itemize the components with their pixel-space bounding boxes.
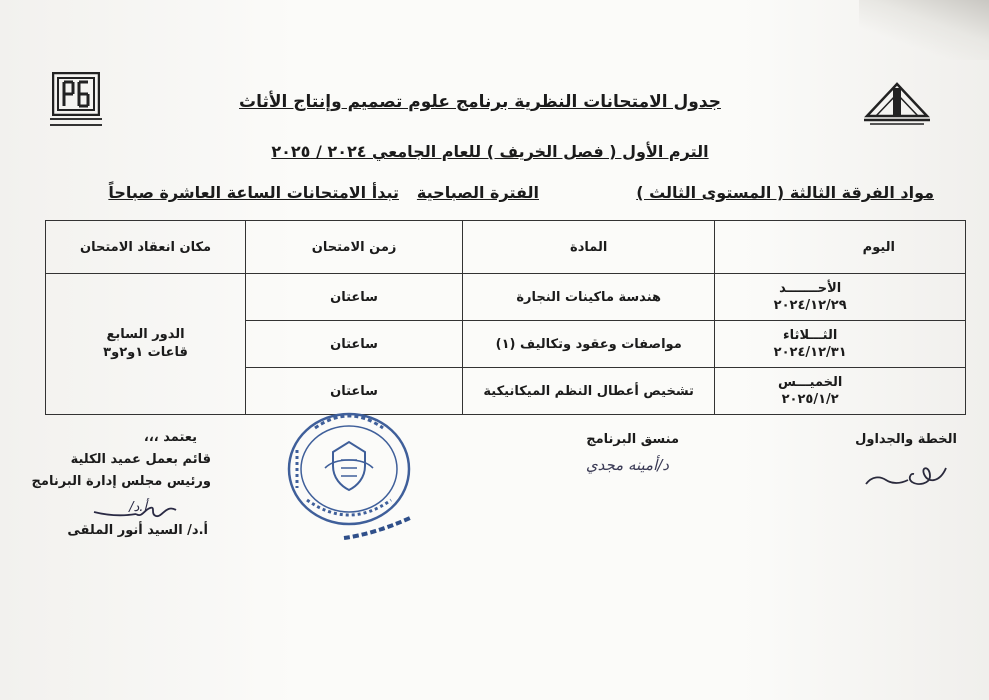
coordinator-signature-label: منسق البرنامج xyxy=(586,432,679,447)
exam-schedule-table xyxy=(45,220,966,415)
term-subtitle: الترم الأول ( فصل الخريف ) للعام الجامعي ٢٠٢٤ / ٢٠٢٥ xyxy=(271,142,709,161)
table-row xyxy=(46,274,966,321)
day-cell xyxy=(715,321,966,368)
start-time-label: تبدأ الامتحانات الساعة العاشرة صباحاً xyxy=(108,183,399,202)
page-title: جدول الامتحانات النظرية برنامج علوم تصميم وإنتاج الأثاث xyxy=(239,92,721,112)
subject-cell: هندسة ماكينات النجارة xyxy=(463,274,715,321)
place-cell xyxy=(46,274,246,415)
day-name: الثـــلاثاء xyxy=(783,328,838,343)
day-name: الأحـــــــد xyxy=(779,281,842,296)
subject-cell: مواصفات وعقود وتكاليف (١) xyxy=(463,321,715,368)
place-floor: الدور السابع xyxy=(106,327,185,342)
header-duration: زمن الامتحان xyxy=(246,221,463,274)
place-halls: قاعات ١و٢و٣ xyxy=(103,345,188,360)
approval-label: يعتمد ،،، xyxy=(143,430,197,445)
university-logo-icon xyxy=(862,76,932,126)
period-label: الفترة الصباحية xyxy=(416,183,539,202)
board-title-label: ورئيس مجلس إدارة البرنامج xyxy=(31,474,211,489)
program-logo-icon xyxy=(52,72,100,116)
duration-cell: ساعتان xyxy=(246,321,463,368)
duration-cell: ساعتان xyxy=(246,274,463,321)
stamp-number-icon xyxy=(340,508,415,548)
day-name: الخميـــس xyxy=(777,375,843,390)
day-date: ٢٠٢٥/١/٢ xyxy=(781,392,839,407)
header-day: اليوم xyxy=(715,221,966,274)
duration-cell: ساعتان xyxy=(246,368,463,415)
planning-signature-label: الخطة والجداول xyxy=(855,432,957,447)
planning-handwritten-signature xyxy=(862,460,952,492)
dean-title-label: قائم بعمل عميد الكلية xyxy=(70,452,211,467)
level-label: مواد الفرقة الثالثة ( المستوى الثالث ) xyxy=(636,183,934,202)
paper-fold-shadow xyxy=(859,0,989,60)
day-cell xyxy=(715,368,966,415)
dean-name-label: أ.د/ السيد أنور الملقى xyxy=(67,523,208,538)
dean-handwritten-signature xyxy=(92,500,178,524)
dean-handwritten-initials: أ.د/ xyxy=(129,500,147,515)
table-header-row xyxy=(46,221,966,274)
coordinator-handwritten-name: د/أمينه مجدي xyxy=(585,456,669,474)
day-date: ٢٠٢٤/١٢/٢٩ xyxy=(773,298,847,313)
header-subject: المادة xyxy=(463,221,715,274)
day-date: ٢٠٢٤/١٢/٣١ xyxy=(773,345,847,360)
subject-cell: تشخيص أعطال النظم الميكانيكية xyxy=(463,368,715,415)
day-cell xyxy=(715,274,966,321)
header-place: مكان انعقاد الامتحان xyxy=(46,221,246,274)
